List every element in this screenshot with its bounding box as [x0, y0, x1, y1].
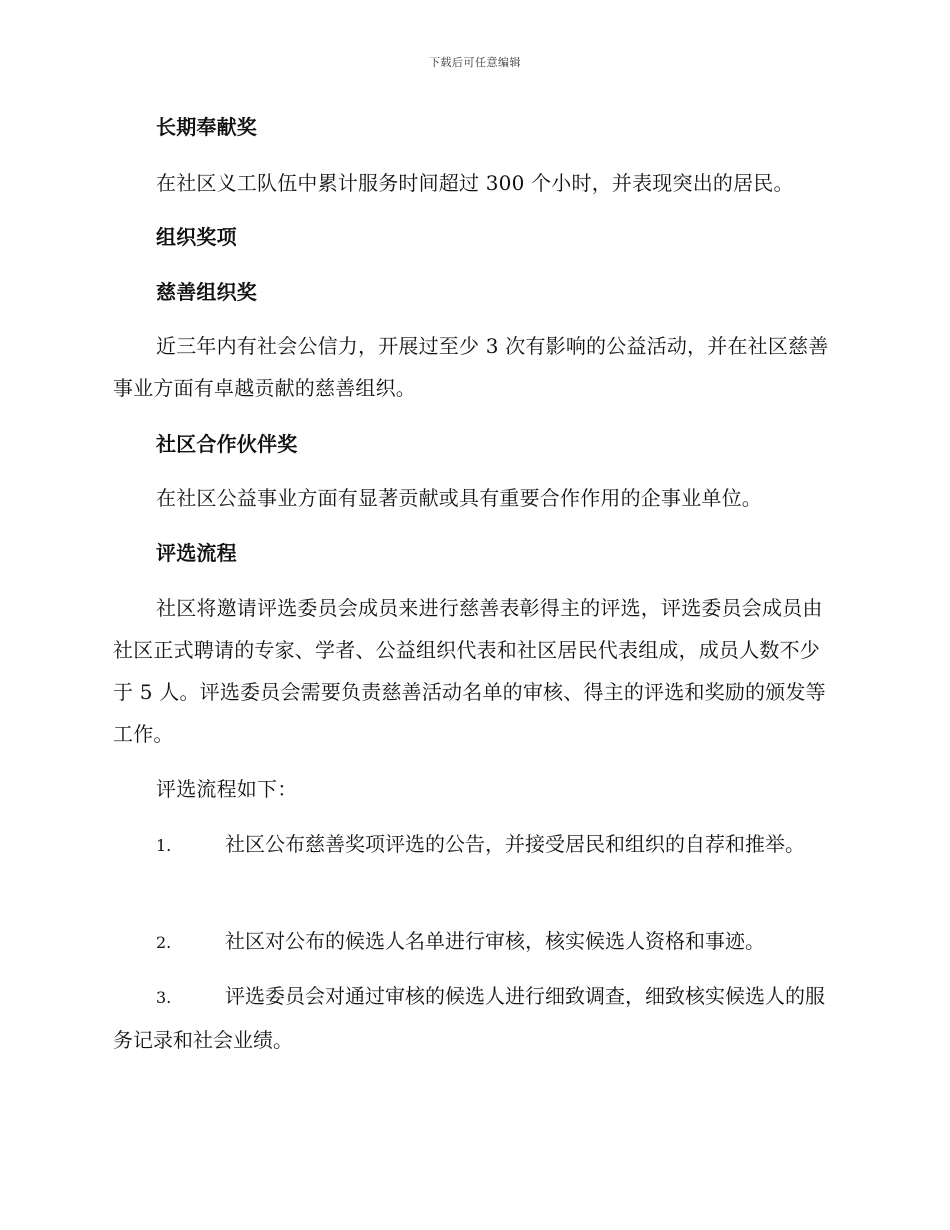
heading-community-partner-award: 社区合作伙伴奖: [156, 432, 298, 456]
list-item: [113, 823, 833, 867]
page-header-note: 下载后可任意编辑: [429, 56, 521, 69]
list-item-text: 评选委员会对通过审核的候选人进行细致调查，细致核实候选人的服务记录和社会业绩。: [113, 984, 825, 1052]
list-item: [113, 920, 833, 964]
heading-selection-process: 评选流程: [156, 541, 237, 565]
paragraph-community-partner-award: 在社区公益事业方面有显著贡献或具有重要合作作用的企事业单位。: [156, 486, 762, 510]
heading-organization-awards: 组织奖项: [156, 225, 237, 249]
list-item: [113, 975, 833, 1061]
list-item-number: 2.: [156, 933, 172, 952]
paragraph-selection-process: 社区将邀请评选委员会成员来进行慈善表彰得主的评选，评选委员会成员由社区正式聘请的专家、学者、公益组织代表和社区居民代表组成，成员人数不少于 5 人。评选委员会需要负责慈善活动名单的审核、得主的评选和奖励的颁发等工作。: [113, 596, 826, 746]
list-item-number: 1.: [156, 836, 172, 855]
list-item-text: 社区公布慈善奖项评选的公告，并接受居民和组织的自荐和推举。: [225, 832, 805, 856]
paragraph-process-intro: 评选流程如下：: [156, 777, 298, 801]
heading-charity-org-award: 慈善组织奖: [156, 280, 257, 304]
list-item-number: 3.: [156, 988, 172, 1007]
paragraph-long-term-award: 在社区义工队伍中累计服务时间超过 300 个小时，并表现突出的居民。: [156, 171, 794, 195]
heading-long-term-award: 长期奉献奖: [156, 115, 257, 139]
list-item-text: 社区对公布的候选人名单进行审核，核实候选人资格和事迹。: [225, 929, 765, 953]
paragraph-charity-org-award: 近三年内有社会公信力，开展过至少 3 次有影响的公益活动，并在社区慈善事业方面有卓越贡献的慈善组织。: [113, 334, 829, 400]
